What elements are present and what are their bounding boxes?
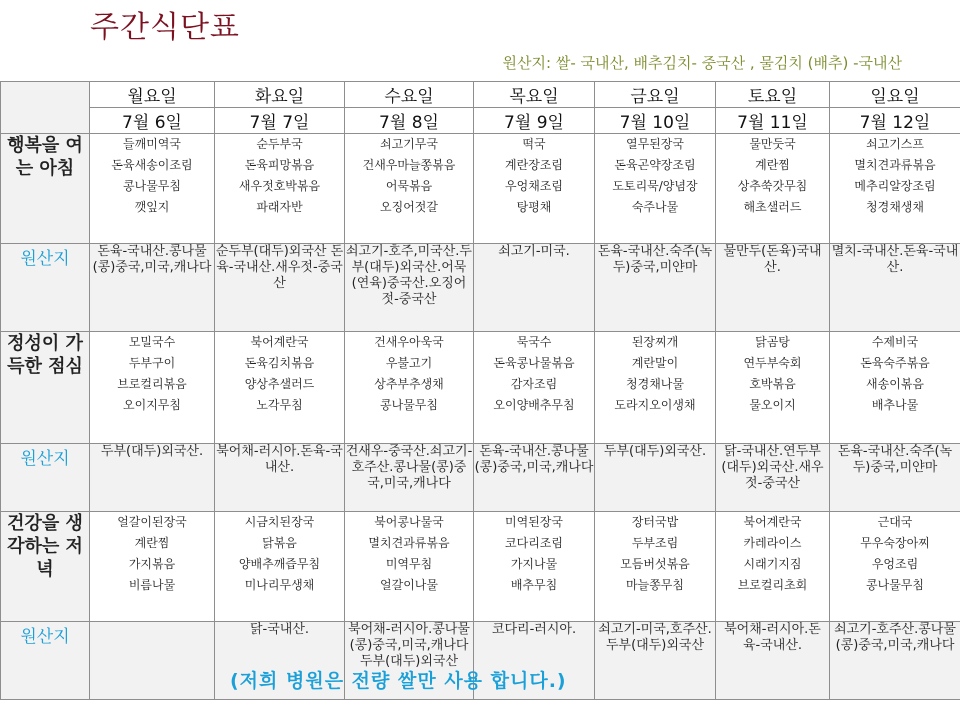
dish-item: 배추나물 — [871, 398, 919, 412]
origin-cell: 돈육-국내산.숙주(녹두)중국,미얀마 — [595, 244, 716, 332]
dish-item: 쇠고기스프 — [866, 137, 924, 151]
dish-item: 순두부국 — [256, 137, 303, 151]
origin-note: 원산지: 쌀- 국내산, 배추김치- 중국산 , 물김치 (배추) -국내산 — [502, 54, 902, 72]
dish-item: 돈육새송이조림 — [111, 158, 193, 172]
dish-item: 양배추깨즙무침 — [238, 557, 321, 571]
dish-item: 돈육곤약장조림 — [614, 158, 696, 172]
dish-cell — [830, 512, 960, 622]
date-header: 7월 11일 — [716, 108, 830, 134]
dish-item: 깻잎지 — [134, 200, 170, 214]
dish-item: 모밀국수 — [128, 335, 176, 349]
dish-cell — [474, 134, 595, 244]
origin-label: 원산지 — [1, 622, 90, 700]
dish-item: 열무된장국 — [626, 137, 684, 151]
dish-item: 상추부추생채 — [374, 377, 444, 391]
dish-item: 우불고기 — [385, 356, 433, 370]
dish-item: 브로컬리초회 — [737, 578, 808, 592]
dish-item: 우엉채조림 — [505, 179, 563, 193]
origin-cell: 돈육-국내산.콩나물(콩)중국,미국,캐나다 — [90, 244, 215, 332]
dish-item: 오이양배추무침 — [493, 398, 575, 412]
dish-item: 오이지무침 — [123, 398, 181, 412]
origin-row — [1, 244, 960, 332]
day-header: 수요일 — [345, 82, 474, 108]
day-header: 월요일 — [90, 82, 215, 108]
meal-row — [1, 332, 960, 444]
dish-item: 북어콩나물국 — [374, 515, 444, 529]
day-header: 금요일 — [595, 82, 716, 108]
dish-item: 메추리알장조림 — [854, 179, 936, 193]
dish-cell — [716, 512, 830, 622]
origin-cell: 물만두(돈육)국내산. — [716, 244, 830, 332]
origin-cell: 멸치-국내산.돈육-국내산. — [830, 244, 960, 332]
dish-item: 두부구이 — [128, 356, 176, 370]
origin-cell: 쇠고기-미국. — [474, 244, 595, 332]
dish-item: 시래기지짐 — [743, 557, 802, 571]
dish-item: 상추쑥갓무침 — [737, 179, 808, 193]
dish-item: 미나리무생채 — [244, 578, 315, 592]
dish-cell — [90, 332, 215, 444]
dish-item: 연두부숙회 — [743, 356, 802, 370]
dish-item: 미역무침 — [385, 557, 433, 571]
dish-item: 시금치된장국 — [244, 515, 315, 529]
date-header: 7월 8일 — [345, 108, 474, 134]
dish-item: 묵국수 — [516, 335, 552, 349]
dish-item: 파래자반 — [256, 200, 303, 214]
dish-item: 새송이볶음 — [866, 377, 924, 391]
day-header-row — [1, 82, 960, 108]
date-header: 7월 10일 — [595, 108, 716, 134]
dish-item: 해초샐러드 — [743, 200, 802, 214]
page-title: 주간식단표 — [90, 10, 240, 45]
dish-cell — [830, 332, 960, 444]
dish-cell — [90, 134, 215, 244]
dish-item: 계란찜 — [134, 536, 170, 550]
dish-item: 돈육콩나물볶음 — [493, 356, 575, 370]
origin-cell: 쇠고기-미국,호주산.두부(대두)외국산 — [595, 622, 716, 700]
dish-item: 물만둣국 — [749, 137, 796, 151]
dish-item: 콩나물무침 — [866, 578, 924, 592]
dish-cell — [474, 512, 595, 622]
dish-item: 청경채생채 — [866, 200, 924, 214]
dish-item: 오징어젓갈 — [380, 200, 438, 214]
dish-item: 닭볶음 — [262, 536, 297, 550]
dish-item: 비름나물 — [128, 578, 176, 592]
dish-item: 가지볶음 — [128, 557, 176, 571]
dish-item: 계란말이 — [631, 356, 679, 370]
dish-item: 코다리조림 — [505, 536, 563, 550]
origin-cell: 두부(대두)외국산. — [595, 444, 716, 512]
footnote: (저희 병원은 전량 쌀만 사용 합니다.) — [230, 670, 567, 692]
meal-label: 정성이 가득한 점심 — [1, 332, 90, 444]
origin-cell: 북어채-러시아.돈육-국내산. — [215, 444, 345, 512]
origin-label: 원산지 — [1, 444, 90, 512]
dish-cell — [474, 332, 595, 444]
dish-item: 돈육김치볶음 — [244, 356, 315, 370]
origin-cell: 건새우-중국산.쇠고기-호주산.콩나물(콩)중국,미국,캐나다 — [345, 444, 474, 512]
dish-cell — [345, 134, 474, 244]
dish-item: 미역된장국 — [505, 515, 563, 529]
dish-cell — [830, 134, 960, 244]
dish-cell — [345, 332, 474, 444]
dish-cell — [215, 332, 345, 444]
dish-item: 물오이지 — [749, 398, 796, 412]
dish-item: 감자조림 — [510, 377, 558, 391]
dish-item: 북어계란국 — [743, 515, 802, 529]
dish-item: 된장찌개 — [631, 335, 679, 349]
dish-item: 카레라이스 — [743, 536, 802, 550]
dish-cell — [215, 134, 345, 244]
dish-cell — [595, 512, 716, 622]
dish-item: 도토리묵/양념장 — [612, 179, 698, 193]
dish-item: 콩나물무침 — [380, 398, 438, 412]
origin-cell: 닭-국내산.연두부(대두)외국산.새우젓-중국산 — [716, 444, 830, 512]
dish-cell — [345, 512, 474, 622]
origin-cell: 북어채-러시아.돈육-국내산. — [716, 622, 830, 700]
date-header: 7월 7일 — [215, 108, 345, 134]
dish-item: 도라지오이생채 — [614, 398, 696, 412]
weekly-menu-table — [0, 81, 960, 700]
dish-item: 노각무침 — [256, 398, 303, 412]
dish-item: 가지나물 — [510, 557, 558, 571]
dish-item: 돈육숙주볶음 — [860, 356, 930, 370]
dish-item: 계란장조림 — [505, 158, 563, 172]
dish-item: 탕평채 — [516, 200, 552, 214]
dish-item: 숙주나물 — [631, 200, 679, 214]
origin-cell: 쇠고기-호주,미국산.두부(대두)외국산.어묵(연육)중국산.오징어젓-중국산 — [345, 244, 474, 332]
dish-item: 우엉조림 — [871, 557, 919, 571]
dish-item: 배추무침 — [510, 578, 558, 592]
corner-cell — [1, 82, 90, 134]
dish-item: 들깨미역국 — [123, 137, 181, 151]
dish-item: 콩나물무침 — [123, 179, 181, 193]
dish-item: 닭곰탕 — [755, 335, 790, 349]
dish-item: 떡국 — [522, 137, 546, 151]
day-header: 토요일 — [716, 82, 830, 108]
date-header-row — [1, 108, 960, 134]
origin-cell: 코다리-러시아. — [474, 622, 595, 700]
meal-label: 건강을 생각하는 저녁 — [1, 512, 90, 622]
dish-item: 어묵볶음 — [385, 179, 433, 193]
dish-item: 돈육피망볶음 — [244, 158, 315, 172]
origin-row — [1, 444, 960, 512]
meal-row — [1, 134, 960, 244]
dish-cell — [595, 134, 716, 244]
dish-item: 건새우마늘쫑볶음 — [362, 158, 456, 172]
dish-item: 얼갈이나물 — [380, 578, 438, 592]
dish-item: 두부조림 — [631, 536, 679, 550]
day-header: 화요일 — [215, 82, 345, 108]
origin-cell: 돈육-국내산.콩나물(콩)중국,미국,캐나다 — [474, 444, 595, 512]
dish-item: 멸치견과류볶음 — [368, 536, 450, 550]
dish-item: 쇠고기무국 — [380, 137, 438, 151]
date-header: 7월 6일 — [90, 108, 215, 134]
dish-item: 수제비국 — [871, 335, 919, 349]
origin-cell: 돈육-국내산.숙주(녹두)중국,미얀마 — [830, 444, 960, 512]
meal-label: 행복을 여는 아침 — [1, 134, 90, 244]
origin-cell: 두부(대두)외국산. — [90, 444, 215, 512]
dish-cell — [716, 332, 830, 444]
dish-cell — [595, 332, 716, 444]
dish-cell — [716, 134, 830, 244]
dish-item: 마늘쫑무침 — [626, 578, 684, 592]
dish-item: 양상추샐러드 — [244, 377, 315, 391]
day-header: 일요일 — [830, 82, 960, 108]
day-header: 목요일 — [474, 82, 595, 108]
dish-item: 새우젓호박볶음 — [238, 179, 321, 193]
dish-item: 청경채나물 — [626, 377, 684, 391]
meal-row — [1, 512, 960, 622]
origin-cell: 순두부(대두)외국산 돈육-국내산.새우젓-중국산 — [215, 244, 345, 332]
date-header: 7월 9일 — [474, 108, 595, 134]
dish-cell — [215, 512, 345, 622]
origin-cell: 닭-국내산. — [215, 622, 345, 700]
dish-item: 멸치견과류볶음 — [854, 158, 936, 172]
dish-item: 계란찜 — [755, 158, 790, 172]
dish-item: 얼갈이된장국 — [117, 515, 187, 529]
origin-cell — [90, 622, 215, 700]
origin-cell: 쇠고기-호주산.콩나물(콩)중국,미국,캐나다 — [830, 622, 960, 700]
dish-item: 브로컬리볶음 — [117, 377, 187, 391]
origin-label: 원산지 — [1, 244, 90, 332]
dish-item: 북어계란국 — [250, 335, 309, 349]
dish-item: 장터국밥 — [631, 515, 679, 529]
origin-cell: 북어채-러시아.콩나물(콩)중국,미국,캐나다 두부(대두)외국산 — [345, 622, 474, 700]
dish-cell — [90, 512, 215, 622]
date-header: 7월 12일 — [830, 108, 960, 134]
dish-item: 무우숙장아찌 — [860, 536, 930, 550]
dish-item: 호박볶음 — [749, 377, 796, 391]
dish-item: 건새우아욱국 — [374, 335, 444, 349]
dish-item: 근대국 — [877, 515, 913, 529]
dish-item: 모듬버섯볶음 — [620, 557, 690, 571]
